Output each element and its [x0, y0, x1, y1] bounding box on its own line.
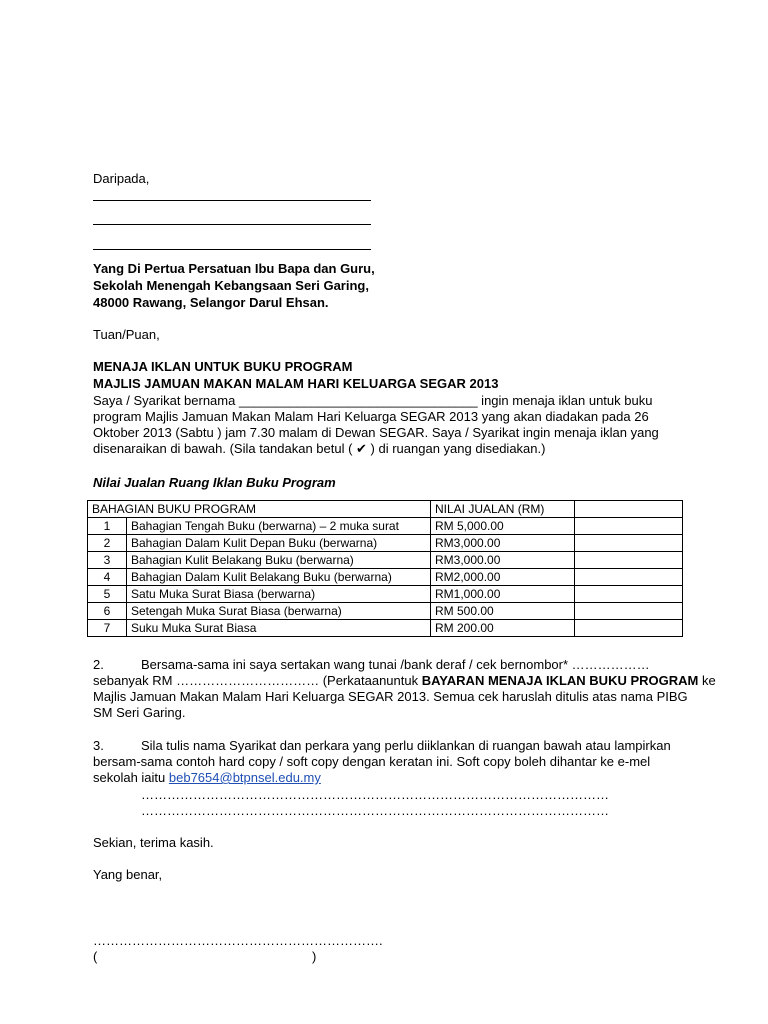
row-price: RM 200.00 — [431, 620, 575, 637]
ad-content-dots-1: ……………………………………………………………………………………………… — [141, 787, 609, 802]
row-check-cell[interactable] — [575, 552, 683, 569]
row-number: 3 — [88, 552, 127, 569]
para2-number: 2. — [93, 657, 104, 672]
row-price: RM3,000.00 — [431, 535, 575, 552]
row-description: Suku Muka Surat Biasa — [127, 620, 431, 637]
table-row — [88, 569, 683, 586]
recipient-line-3: 48000 Rawang, Selangor Darul Ehsan. — [93, 295, 329, 310]
table-row — [88, 535, 683, 552]
row-price: RM 5,000.00 — [431, 518, 575, 535]
header-check — [575, 501, 683, 518]
para2-line-1: Bersama-sama ini saya sertakan wang tunai /bank deraf / cek bernombor* ……………… — [141, 657, 650, 672]
intro-line-1 — [93, 392, 652, 409]
school-email-link[interactable]: beb7654@btpnsel.edu.my — [168, 770, 321, 785]
intro-suffix: ingin menaja iklan untuk buku — [477, 393, 653, 408]
para3-email-intro: sekolah iaitu — [93, 770, 169, 785]
row-description: Bahagian Dalam Kulit Belakang Buku (berwarna) — [127, 569, 431, 586]
ad-price-table — [87, 500, 683, 637]
para2-amount-text: sebanyak RM …………………………… (Perkataanuntuk — [93, 673, 422, 688]
para2-line-3: Majlis Jamuan Makan Malam Hari Keluarga SEGAR 2013. Semua cek haruslah ditulis atas nama PIBG — [93, 689, 688, 704]
table-header-row — [88, 501, 683, 518]
para2-line-4: SM Seri Garing. — [93, 705, 186, 720]
row-check-cell[interactable] — [575, 535, 683, 552]
row-number: 6 — [88, 603, 127, 620]
para3-number: 3. — [93, 738, 104, 753]
para2-suffix: ke — [698, 673, 716, 688]
row-check-cell[interactable] — [575, 603, 683, 620]
signature-dots: …………………………………………………………. — [93, 933, 383, 948]
row-number: 5 — [88, 586, 127, 603]
row-price: RM3,000.00 — [431, 552, 575, 569]
name-open-paren: ( — [93, 949, 98, 964]
sender-line-1 — [93, 200, 371, 201]
row-number: 4 — [88, 569, 127, 586]
para3-line-3 — [93, 769, 321, 786]
row-price: RM1,000.00 — [431, 586, 575, 603]
row-check-cell[interactable] — [575, 620, 683, 637]
para2-payment-purpose: BAYARAN MENAJA IKLAN BUKU PROGRAM — [421, 673, 699, 688]
closing-sign-off: Yang benar, — [93, 867, 163, 882]
row-description: Bahagian Kulit Belakang Buku (berwarna) — [127, 552, 431, 569]
table-row — [88, 603, 683, 620]
subject-line-1: MENAJA IKLAN UNTUK BUKU PROGRAM — [93, 359, 353, 374]
table-row — [88, 552, 683, 569]
salutation: Tuan/Puan, — [93, 327, 160, 342]
row-description: Bahagian Dalam Kulit Depan Buku (berwarna) — [127, 535, 431, 552]
row-number: 2 — [88, 535, 127, 552]
table-row — [88, 518, 683, 535]
intro-line-2: program Majlis Jamuan Makan Malam Hari Keluarga SEGAR 2013 yang akan diadakan pada 26 — [93, 409, 649, 424]
intro-line-4: disenaraikan di bawah. (Sila tandakan betul ( ✔ ) di ruangan yang disediakan.) — [93, 441, 546, 456]
table-title: Nilai Jualan Ruang Iklan Buku Program — [93, 475, 336, 490]
row-number: 1 — [88, 518, 127, 535]
row-check-cell[interactable] — [575, 569, 683, 586]
row-description: Satu Muka Surat Biasa (berwarna) — [127, 586, 431, 603]
row-description: Bahagian Tengah Buku (berwarna) – 2 muka surat — [127, 518, 431, 535]
closing-thanks: Sekian, terima kasih. — [93, 835, 214, 850]
row-price: RM2,000.00 — [431, 569, 575, 586]
sender-line-3 — [93, 249, 371, 250]
sender-label: Daripada, — [93, 171, 150, 186]
row-check-cell[interactable] — [575, 518, 683, 535]
ad-content-dots-2: ……………………………………………………………………………………………… — [141, 803, 609, 818]
header-section: BAHAGIAN BUKU PROGRAM — [88, 501, 431, 518]
table-row — [88, 586, 683, 603]
row-price: RM 500.00 — [431, 603, 575, 620]
row-number: 7 — [88, 620, 127, 637]
recipient-line-2: Sekolah Menengah Kebangsaan Seri Garing, — [93, 278, 369, 293]
sender-line-2 — [93, 224, 371, 225]
company-name-blank: _________________________________ — [238, 393, 478, 408]
para3-line-2: bersam-sama contoh hard copy / soft copy dengan keratan ini. Soft copy boleh dihantar ke e-mel — [93, 754, 651, 769]
row-check-cell[interactable] — [575, 586, 683, 603]
recipient-line-1: Yang Di Pertua Persatuan Ibu Bapa dan Guru, — [93, 261, 375, 276]
table-row — [88, 620, 683, 637]
row-description: Setengah Muka Surat Biasa (berwarna) — [127, 603, 431, 620]
para3-line-1: Sila tulis nama Syarikat dan perkara yang perlu diiklankan di ruangan bawah atau lampirkan — [141, 738, 671, 753]
para2-line-2 — [93, 672, 716, 689]
intro-prefix: Saya / Syarikat bernama — [93, 393, 239, 408]
header-price: NILAI JUALAN (RM) — [431, 501, 575, 518]
name-close-paren: ) — [312, 949, 317, 964]
intro-line-3: Oktober 2013 (Sabtu ) jam 7.30 malam di Dewan SEGAR. Saya / Syarikat ingin menaja iklan yang — [93, 425, 659, 440]
subject-line-2: MAJLIS JAMUAN MAKAN MALAM HARI KELUARGA SEGAR 2013 — [93, 376, 499, 391]
